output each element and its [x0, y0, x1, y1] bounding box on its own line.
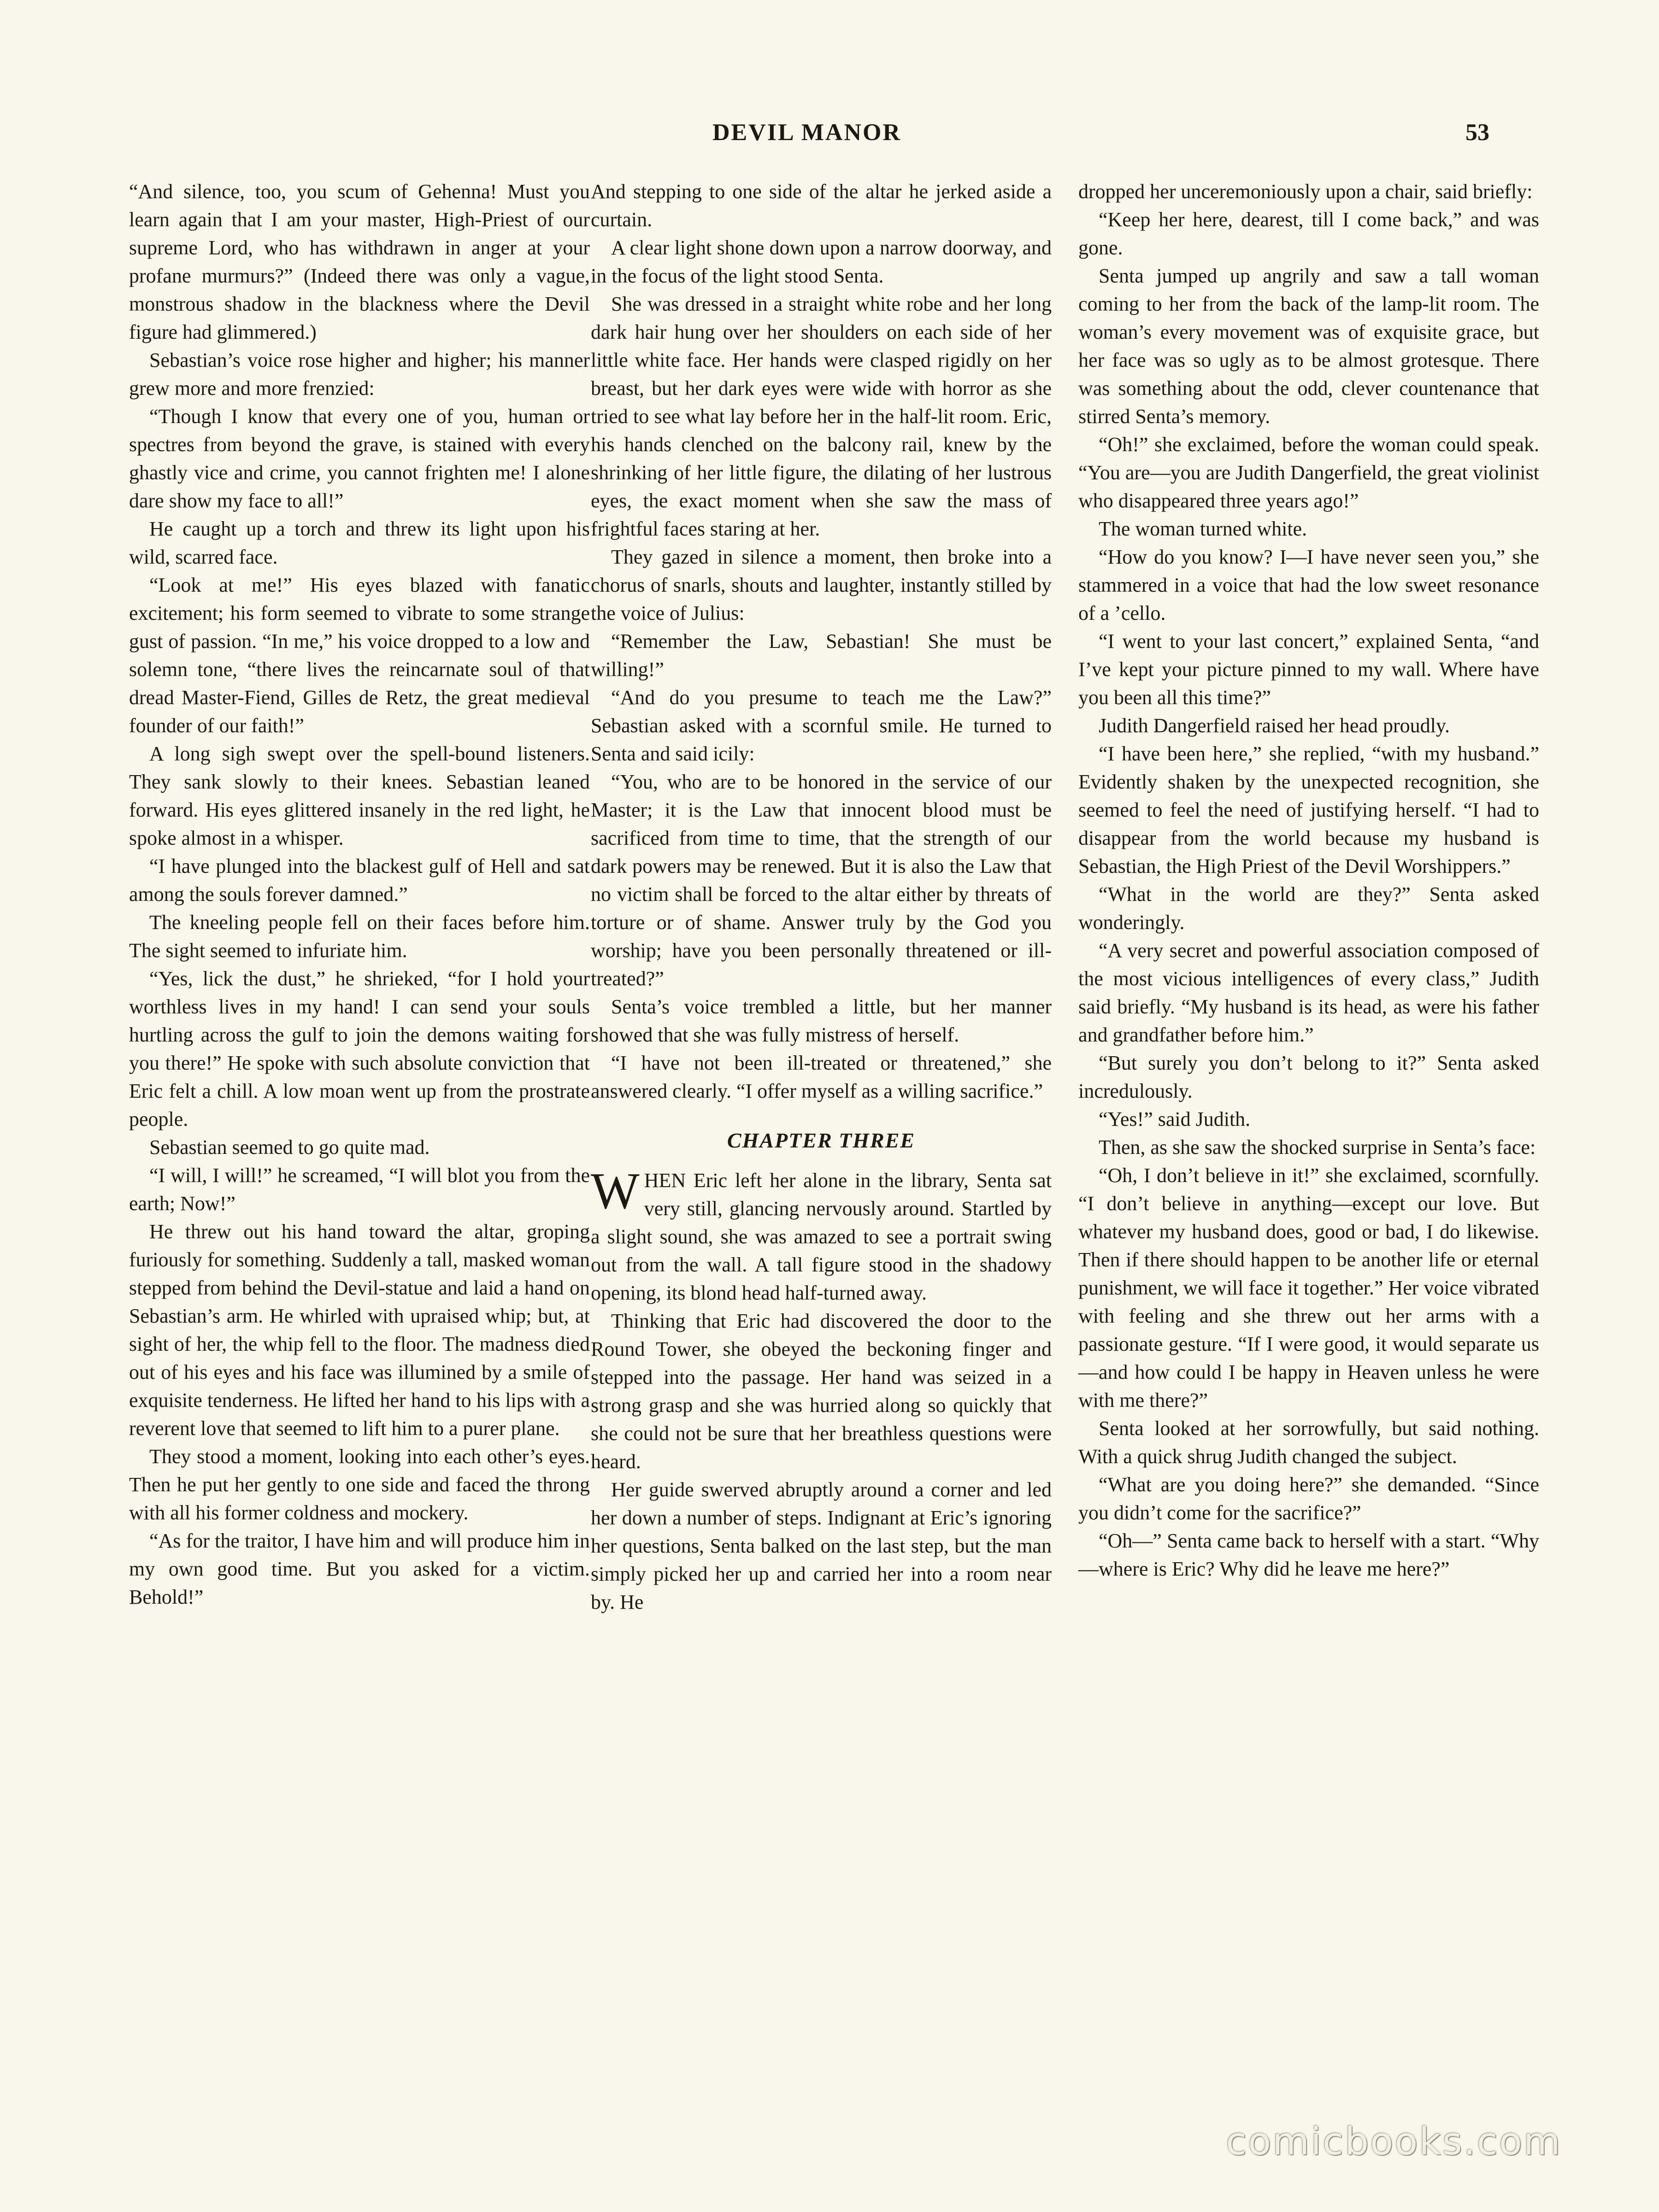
paragraph: “Though I know that every one of you, human or spectres from beyond the grave, is stained with every ghastly vice and crime, you cannot frighten me! I alone dare show my face to all!” — [129, 405, 590, 512]
paragraph: “Oh!” she exclaimed, before the woman could speak. “You are—you are Judith Dangerfield, the great violinist who disappeared three years ago!” — [1078, 433, 1539, 512]
paragraph: He caught up a torch and threw its light upon his wild, scarred face. — [129, 518, 590, 568]
paragraph: The woman turned white. — [1099, 518, 1307, 540]
paragraph: “And do you presume to teach me the Law?” Sebastian asked with a scornful smile. He turned to Senta and said icily: — [591, 686, 1052, 765]
paragraph: “I have been here,” she replied, “with my husband.” Evidently shaken by the unexpected recognition, she seemed to feel the need of justifying herself. “I had to disappear from the world because my husband is Sebastian, the High Priest of the Devil Worshippers.” — [1078, 742, 1539, 877]
paragraph: Sebastian seemed to go quite mad. — [149, 1136, 430, 1159]
chapter-opening-text: HEN Eric left her alone in the library, Senta sat very still, glancing nervously around. Startled by a slight sound, she was amazed to see a portrait swing out from the wall. A tall figure stood in the shadowy opening, its blond head half-turned away. — [591, 1169, 1052, 1304]
page-number: 53 — [1465, 119, 1489, 146]
text-column-2 — [591, 177, 1052, 1616]
paragraph: “What in the world are they?” Senta asked wonderingly. — [1078, 883, 1539, 934]
drop-cap: W — [591, 1163, 640, 1220]
paragraph: “A very secret and powerful association composed of the most vicious intelligences of every class,” Judith said briefly. “My husband is its head, as were his father and grandfather before him.” — [1078, 939, 1539, 1046]
paragraph: “What are you doing here?” she demanded. “Since you didn’t come for the sacrifice?” — [1078, 1473, 1539, 1524]
watermark: comicbooks.com — [1226, 2120, 1562, 2164]
paragraph: “Remember the Law, Sebastian! She must be willing!” — [591, 630, 1052, 681]
paragraph: Thinking that Eric had discovered the door to the Round Tower, she obeyed the beckoning finger and stepped into the passage. Her hand was seized in a strong grasp and she was hurried along so quickly that she could not be sure that her breathless questions were heard. — [591, 1310, 1052, 1473]
paragraph: “Yes!” said Judith. — [1099, 1108, 1251, 1130]
paragraph: “But surely you don’t belong to it?” Senta asked incredulously. — [1078, 1052, 1539, 1102]
paragraph: He threw out his hand toward the altar, groping furiously for something. Suddenly a tall, masked woman stepped from behind the Devil-statue and laid a hand on Sebastian’s arm. He whirled with upraised whip; but, at sight of her, the whip fell to the floor. The madness died out of his eyes and his face was illumined by a smile of exquisite tenderness. He lifted her hand to his lips with a reverent love that seemed to lift him to a purer plane. — [129, 1220, 590, 1440]
paragraph: dropped her unceremoniously upon a chair, said briefly: — [1078, 180, 1533, 203]
paragraph: “How do you know? I—I have never seen you,” she stammered in a voice that had the low sweet resonance of a ’cello. — [1078, 546, 1539, 624]
paragraph: “And silence, too, you scum of Gehenna! Must you learn again that I am your master, High-Priest of our supreme Lord, who has withdrawn in anger at your profane murmurs?” (Indeed there was only a vague, monstrous shadow in the blackness where the Devil figure had glimmered.) — [129, 180, 590, 343]
paragraph: A clear light shone down upon a narrow doorway, and in the focus of the light stood Senta. — [591, 236, 1052, 287]
paragraph: “Keep her here, dearest, till I come back,” and was gone. — [1078, 208, 1539, 259]
chapter-opening-paragraph — [591, 1163, 1052, 1307]
paragraph: “Oh, I don’t believe in it!” she exclaimed, scornfully. “I don’t believe in anything—except our love. But whatever my husband does, good or bad, I do likewise. Then if there should happen to be another life or eternal punishment, we will face it together.” Her voice vibrated with feeling and she threw out her arms with a passionate gesture. “If I were good, it would separate us—and how could I be happy in Heaven unless he were with me there?” — [1078, 1164, 1539, 1412]
paragraph: And stepping to one side of the altar he jerked aside a curtain. — [591, 180, 1052, 231]
paragraph: Senta jumped up angrily and saw a tall woman coming to her from the back of the lamp-lit room. The woman’s every movement was of exquisite grace, but her face was so ugly as to be almost grotesque. There was something about the odd, clever countenance that stirred Senta’s memory. — [1078, 265, 1539, 428]
paragraph: Sebastian’s voice rose higher and higher; his manner grew more and more frenzied: — [129, 349, 590, 400]
paragraph: “Yes, lick the dust,” he shrieked, “for I hold your worthless lives in my hand! I can send your souls hurtling across the gulf to join the demons waiting for you there!” He spoke with such absolute conviction that Eric felt a chill. A low moan went up from the prostrate people. — [129, 967, 590, 1130]
paragraph: “I have not been ill-treated or threatened,” she answered clearly. “I offer myself as a willing sacrifice.” — [591, 1052, 1052, 1102]
chapter-heading: CHAPTER THREE — [727, 1129, 916, 1152]
paragraph: Judith Dangerfield raised her head proudly. — [1099, 714, 1450, 737]
running-title: DEVIL MANOR — [712, 119, 902, 146]
text-column-1 — [129, 177, 590, 1611]
paragraph: “As for the traitor, I have him and will produce him in my own good time. But you asked for a victim. Behold!” — [129, 1530, 590, 1608]
paragraph: “Oh—” Senta came back to herself with a start. “Why—where is Eric? Why did he leave me here?” — [1078, 1530, 1539, 1580]
paragraph: The kneeling people fell on their faces before him. The sight seemed to infuriate him. — [129, 911, 590, 962]
paragraph: A long sigh swept over the spell-bound listeners. They sank slowly to their knees. Sebastian leaned forward. His eyes glittered insanely in the red light, he spoke almost in a whisper. — [129, 742, 590, 849]
paragraph: Senta looked at her sorrowfully, but said nothing. With a quick shrug Judith changed the subject. — [1078, 1417, 1539, 1468]
paragraph: They gazed in silence a moment, then broke into a chorus of snarls, shouts and laughter, instantly stilled by the voice of Julius: — [591, 546, 1052, 624]
paragraph: “Look at me!” His eyes blazed with fanatic excitement; his form seemed to vibrate to some strange gust of passion. “In me,” his voice dropped to a low and solemn tone, “there lives the reincarnate soul of that dread Master-Fiend, Gilles de Retz, the great medieval founder of our faith!” — [129, 574, 590, 737]
paragraph: Senta’s voice trembled a little, but her manner showed that she was fully mistress of herself. — [591, 995, 1052, 1046]
paragraph: She was dressed in a straight white robe and her long dark hair hung over her shoulders on each side of her little white face. Her hands were clasped rigidly on her breast, but her dark eyes were wide with horror as she tried to see what lay before her in the half-lit room. Eric, his hands clenched on the balcony rail, knew by the shrinking of her little figure, the dilating of her lustrous eyes, the exact moment when she saw the mass of frightful faces staring at her. — [591, 293, 1052, 540]
paragraph: “I have plunged into the blackest gulf of Hell and sat among the souls forever damned.” — [129, 855, 590, 906]
paragraph: “You, who are to be honored in the service of our Master; it is the Law that innocent blood must be sacrificed from time to time, that the strength of our dark powers may be renewed. But it is also the Law that no victim shall be forced to the altar either by threats of torture or of shame. Answer truly by the God you worship; have you been personally threatened or ill-treated?” — [591, 771, 1052, 990]
page-header — [0, 119, 1659, 156]
text-column-3 — [1078, 177, 1539, 1583]
paragraph: Her guide swerved abruptly around a corner and led her down a number of steps. Indignant at Eric’s ignoring her questions, Senta balked on the last step, but the man simply picked her up and carried her into a room near by. He — [591, 1478, 1052, 1613]
paragraph: They stood a moment, looking into each other’s eyes. Then he put her gently to one side and faced the throng with all his former coldness and mockery. — [129, 1445, 590, 1524]
paragraph: “I will, I will!” he screamed, “I will blot you from the earth; Now!” — [129, 1164, 590, 1215]
paragraph: Then, as she saw the shocked surprise in Senta’s face: — [1099, 1136, 1536, 1159]
paragraph: “I went to your last concert,” explained Senta, “and I’ve kept your picture pinned to my wall. Where have you been all this time?” — [1078, 630, 1539, 709]
